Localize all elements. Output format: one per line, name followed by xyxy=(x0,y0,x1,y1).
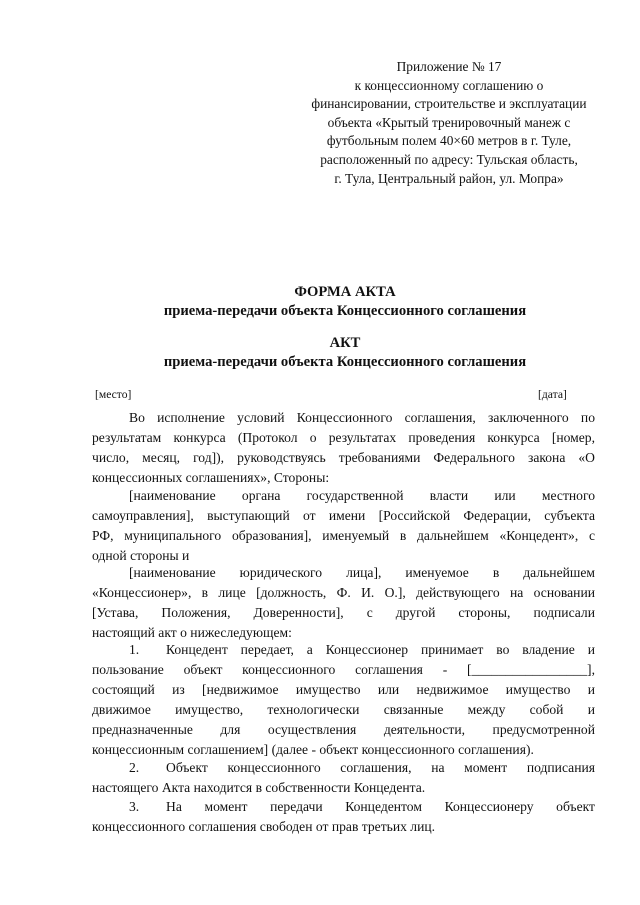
appendix-note xyxy=(290,58,608,188)
text-line: число, месяц, год]), руководствуясь требованиями Федерального закона «О xyxy=(92,450,595,465)
text-line: состоящий из [недвижимое имущество или недвижимое имущество и xyxy=(92,682,595,697)
clause-number: 2. xyxy=(129,760,140,775)
clause-text: Объект концессионного соглашения, на момент подписания xyxy=(166,760,595,775)
clause-2 xyxy=(92,758,595,798)
text-line: концессионным соглашением] (далее - объект концессионного соглашения). xyxy=(92,742,534,757)
clause-number: 1. xyxy=(129,642,140,657)
form-heading xyxy=(90,283,600,321)
text-line xyxy=(92,797,595,817)
text-line: [наименование органа государственной власти или местного xyxy=(129,488,595,503)
act-subtitle: приема-передачи объекта Концессионного соглашения xyxy=(163,354,527,370)
clause-number: 3. xyxy=(129,799,140,814)
text-line: концессионных соглашениях», Стороны: xyxy=(92,470,330,485)
act-heading xyxy=(90,334,600,372)
text-line: настоящий акт о нижеследующем: xyxy=(92,625,292,640)
text-line: Во исполнение условий Концессионного соглашения, заключенного по xyxy=(129,410,595,425)
clause-1 xyxy=(92,640,595,760)
clause-text: Концедент передает, а Концессионер принимает во владение и xyxy=(166,642,595,657)
text-line: пользование объект концессионного соглашения - [_________________], xyxy=(92,662,595,677)
paragraph-grantor xyxy=(92,486,595,566)
appendix-line: финансировании, строительстве и эксплуатации xyxy=(311,96,587,112)
text-line: самоуправления], выступающий от имени [Российской Федерации, субъекта xyxy=(92,508,595,523)
appendix-line: Приложение № 17 xyxy=(396,59,502,74)
text-line: настоящего Акта находится в собственности Концедента. xyxy=(92,780,426,795)
appendix-line: расположенный по адресу: Тульская область, xyxy=(320,151,578,167)
text-line: «Концессионер», в лице [должность, Ф. И. О.], действующего на основании xyxy=(92,585,595,600)
place-placeholder: [место] xyxy=(95,388,132,401)
text-line: результатам конкурса (Протокол о результатах проведения конкурса [номер, xyxy=(92,430,595,445)
form-title: ФОРМА АКТА xyxy=(294,284,396,300)
text-line: концессионного соглашения свободен от прав третьих лиц. xyxy=(92,819,436,834)
text-line: [Устава, Положения, Доверенности], с другой стороны, подписали xyxy=(92,605,595,620)
paragraph-concessionaire xyxy=(92,563,595,643)
clause-text: На момент передачи Концедентом Концессионеру объект xyxy=(166,799,595,814)
clause-3 xyxy=(92,797,595,837)
text-line: [наименование юридического лица], именуемое в дальнейшем xyxy=(129,565,595,580)
text-line xyxy=(92,758,595,778)
text-line: одной стороны и xyxy=(92,548,190,563)
text-line: предназначенные для осуществления деятельности, предусмотренной xyxy=(92,722,595,737)
appendix-line: г. Тула, Центральный район, ул. Мопра» xyxy=(334,170,564,186)
paragraph-intro xyxy=(92,408,595,488)
appendix-line: футбольным полем 40×60 метров в г. Туле, xyxy=(326,133,572,149)
form-subtitle: приема-передачи объекта Концессионного соглашения xyxy=(163,303,527,319)
text-line xyxy=(92,640,595,660)
text-line: движимое имущество, технологически связанные между собой и xyxy=(92,702,595,717)
act-title: АКТ xyxy=(329,335,361,351)
appendix-line: к концессионному соглашению о xyxy=(354,77,544,93)
appendix-line: объекта «Крытый тренировочный манеж с xyxy=(327,114,571,130)
text-line: РФ, муниципального образования], именуемый в дальнейшем «Концедент», с xyxy=(92,528,595,543)
date-placeholder: [дата] xyxy=(538,388,567,401)
